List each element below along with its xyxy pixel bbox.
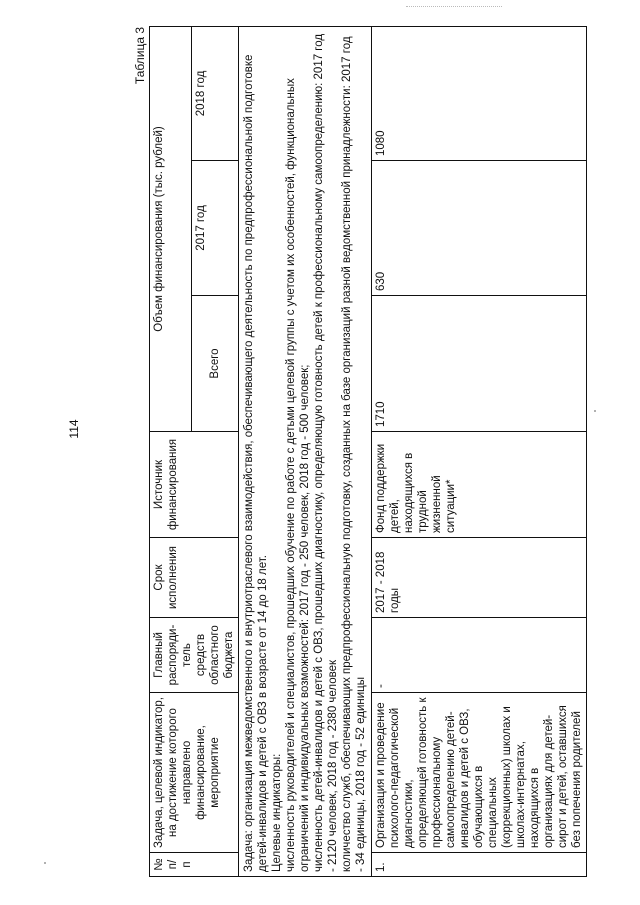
task-row [239, 26, 372, 876]
header-2017: 2017 год [192, 161, 239, 296]
row-num: 1. [372, 853, 587, 877]
header-term: Срок исполнения [150, 538, 239, 618]
indicator-2: численность детей-инвалидов и детей с ОВЗ, прошедших диагностику, определяющую готовность детей к профессиональному самоопределению: 2017 год - 2120 человек, 2018 год - 2380 человек [313, 33, 339, 872]
header-total: Всего [192, 296, 239, 432]
header-num: № п/п [150, 853, 239, 877]
scan-dot [44, 862, 46, 864]
header-volume: Объем финансирования (тыс. рублей) [150, 26, 192, 431]
financing-table [149, 26, 587, 877]
rotated-table-area [133, 27, 583, 877]
indicator-1: численность руководителей и специалистов, прошедших обучение по работе с детьми целевой группы с учетом их особенностей, функциональных ограничений и индивидуальных возможностей: 2017 год - 250 человек, 2018 год - 500 человек; [285, 78, 311, 872]
row-activity: Организация и проведение психолого-педагогической диагностики, определяющей готовность к профессиональному самоопределению детей-инвалидов и детей с ОВЗ, обучающихся в специальных (коррекционных) школах и школах-интернатах, находящихся в организациях для детей-сирот и детей, оставшихся без попечения родителей [372, 693, 587, 853]
row-2018: 1080 [372, 26, 587, 160]
row-source: Фонд поддержки детей, находящихся в трудной жизненной ситуации* [372, 432, 587, 538]
header-source: Источник финансирования [150, 432, 239, 538]
task-block [239, 26, 372, 876]
row-term: 2017 - 2018 годы [372, 538, 587, 618]
header-2018: 2018 год [192, 26, 239, 160]
indicator-3: количество служб, обеспечивающих предпрофессиональную подготовку, созданных на базе организаций разной ведомственной принадлежности: 2017 год - 34 единицы, 2018 год - 52 единицы [341, 36, 367, 872]
header-task: Задача, целевой индикатор, на достижение которого направлено финансирование, мероприятие [150, 693, 239, 853]
scan-mark [406, 6, 502, 11]
scan-dot [594, 410, 596, 412]
row-total: 1710 [372, 296, 587, 432]
indicators-title: Целевые индикаторы: [271, 753, 283, 872]
task-text: Задача: организация межведомственного и внутриотраслевого взаимодействия, обеспечивающего деятельность по предпрофессиональной подготовке детей-инвалидов и детей с ОВЗ в возрасте от 14 до 18 лет. [243, 54, 269, 872]
table-label: Таблица 3 [133, 27, 147, 85]
row-manager: - [372, 618, 587, 693]
table-row [372, 26, 587, 876]
header-row [150, 26, 192, 876]
header-manager: Главный распоряди-тель средств областного бюджета [150, 618, 239, 693]
page-number: 114 [67, 419, 81, 439]
row-2017: 630 [372, 161, 587, 296]
